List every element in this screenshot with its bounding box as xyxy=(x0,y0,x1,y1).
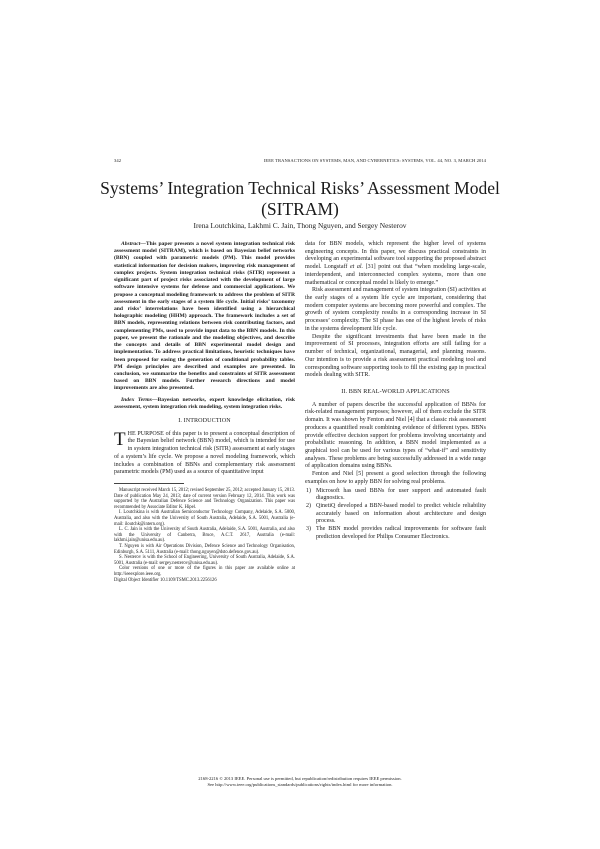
footnote-color: Color versions of one or more of the figures in this paper are available online at http://ieeexplore.ieee.org. xyxy=(114,566,295,577)
footnote-author-1: I. Loutchkina is with Australian Semiconductor Technology Company, Adelaide, S.A. 5000, Australia, and also with the University of South Australia, Adelaide, S.A. 5001, Australia (e-mail: iloutchk@intern.org). xyxy=(114,510,295,527)
intro-paragraph xyxy=(114,428,295,477)
footnote-author-2: L. C. Jain is with the University of South Australia, Adelaide, S.A. 5001, Australia, and also with the University of Canberra, Bruce, A.C.T. 2617, Australia (e-mail: lakhmi.jain@unisa.edu.au). xyxy=(114,527,295,544)
right-column xyxy=(305,241,486,542)
right-paragraph-1: data for BBN models, which represent the higher level of systems engineering concepts. In this paper, we discuss practical constraints in developing an experimental software tool supporting the proposed abstract model. Longstaff et al. [31] point out that “when modeling large-scale, interdependent, and interconnected complex systems, more than one mathematical or conceptual model is likely to emerge.” xyxy=(305,241,487,286)
left-column xyxy=(114,241,295,583)
section-heading-bbn: II. BBN REAL-WORLD APPLICATIONS xyxy=(341,388,450,395)
footnote-manuscript: Manuscript received March 15, 2012; revised September 25, 2012; accepted January 15, 2013. Date of publication May 24, 2013; date of current version February 12, 2014. This work was supported by the Australian Defence Science and Technology Organization. This paper was recommended by Associate Editor K. Hipel. xyxy=(114,488,295,510)
intro-lead: HE PURPOSE xyxy=(127,430,164,437)
page-number: 342 xyxy=(114,158,122,163)
right-paragraph-2: Risk assessment and management of system integration (SI) activities at the early stages of a system life cycle are important, considering that modern computer systems are becoming more powerful and complex. The growth of system complexity results in a corresponding increase in SI processes’ complexity. The SI phase has one of the highest levels of risks in the systems development life cycle. xyxy=(305,287,486,332)
copyright-notice xyxy=(114,776,486,788)
index-terms xyxy=(114,397,295,411)
right-paragraph-5: Fenton and Niel [5] present a good selection through the following examples on how to apply BBN for solving real problems. xyxy=(305,471,486,485)
list-item: 1) Microsoft has used BBNs for user support and automated fault diagnostics. xyxy=(306,487,486,502)
right-paragraph-3: Despite the significant investments that have been made in the improvement of SI processes, integration efforts are still failing for a number of technical, organizational, managerial, and planning reasons. Our intention is to provide a risk assessment practical modeling tool and corresponding software supporting tools to fill the existing gap in practical models dealing with SITR. xyxy=(305,333,486,379)
running-header xyxy=(114,158,486,163)
footnote-author-3: T. Nguyen is with Air Operations Division, Defence Science and Technology Organisation, Edinburgh, S.A. 5111, Australia (e-mail: thong.nguyen@dsto.defence.gov.au). xyxy=(114,544,295,555)
footnote-author-4: S. Nesterov is with the School of Engineering, University of South Australia, Adelaide, S.A. 5001, Australia (e-mail: sergey.nesterov@unisa.edu.au). xyxy=(114,555,295,566)
intro-text: of this paper is to present a conceptual description of the Bayesian belief network (BBN) model, which is intended for use in system integration technical risk (SITR) assessment at early stages of a system’s life cycle. We propose a novel modeling framework, which includes a combination of BBNs and complementary risk assessment parametric models (PM) used as a source of quantitative input xyxy=(114,430,295,476)
list-item: 2) QinetiQ developed a BBN-based model to predict vehicle reliability accurately based on information about architecture and design process. xyxy=(306,503,486,525)
index-terms-text: Bayesian networks, expert knowledge elicitation, risk assessment, system integration risk modeling, system integration risks. xyxy=(114,396,295,410)
paper-title: Systems’ Integration Technical Risks’ Assessment Model (SITRAM) xyxy=(100,178,500,219)
doi: Digital Object Identifier 10.1109/TSMC.2013.2256126 xyxy=(114,577,217,583)
copyright-line-2: See http://www.ieee.org/publications_standards/publications/rights/index.html for more information. xyxy=(207,781,393,787)
author-list: Irena Loutchkina, Lakhmi C. Jain, Thong Nguyen, and Sergey Nesterov xyxy=(193,221,407,230)
index-terms-label: Index Terms— xyxy=(121,396,158,403)
abstract-label: Abstract— xyxy=(121,241,146,247)
right-paragraph-4: A number of papers describe the successful application of BBNs for risk-related management purposes; however, all of them exclude the SITR domain. It was shown by Fenton and Niel [4] that a classic risk assessment produces a quantified result combining evidence of different types. BBNs provide effective decision support for problems involving uncertainty and probabilistic reasoning. In addition, a BBN model implemented as a graphical tool can be used for various types of “what-if” and sensitivity analyses. These problems are being successfully addressed in a wide range of application domains using BBNs. xyxy=(305,401,486,470)
examples-list xyxy=(305,488,486,542)
list-item: 3) The BBN model provides radical improvements for software fault prediction developed for Philips Consumer Electronics. xyxy=(306,526,486,540)
journal-name: IEEE TRANSACTIONS ON SYSTEMS, MAN, AND CYBERNETICS: SYSTEMS, VOL. 44, NO. 3, MARCH 2014 xyxy=(263,158,486,163)
abstract-text: This paper presents a novel system integration technical risk assessment model (SITRAM), which is based on Bayesian belief networks (BBN) coupled with parametric models (PM). This model provides statistical information for decision makers, improving risk management of complex projects. System integration technical risks (SITR) represent a significant part of project risks associated with the development of large software intensive systems for defense and commercial applications. We propose a conceptual modeling framework to address the problem of SITR assessment in the early stages of a system life cycle. Initial risks’ taxonomy and risks’ interrelations have been identified using a hierarchical holographic modeling (HHM) approach. The framework includes a set of BBN models, representing relations between risk contributing factors, and complementing PMs, used to provide input data to the BBN models. In this paper, we present the rationale and the modeling objectives, and describe the concepts and details of BBN experimental model design and implementation. To address practical limitations, heuristic techniques have been proposed for easing the generation of conditional probability tables. PM design principles are described and examples are presented. In conclusion, we summarize the benefits and constraints of SITR assessment based on BBN models. Further research directions and model improvements are also presented. xyxy=(114,241,295,392)
footnote-divider xyxy=(114,483,184,484)
section-heading-introduction: I. INTRODUCTION xyxy=(178,418,231,425)
abstract xyxy=(114,241,295,393)
drop-cap: T xyxy=(114,428,126,450)
copyright-line-1: 2168-2216 © 2013 IEEE. Personal use is permitted, but republication/redistribution requires IEEE permission. xyxy=(198,776,402,781)
